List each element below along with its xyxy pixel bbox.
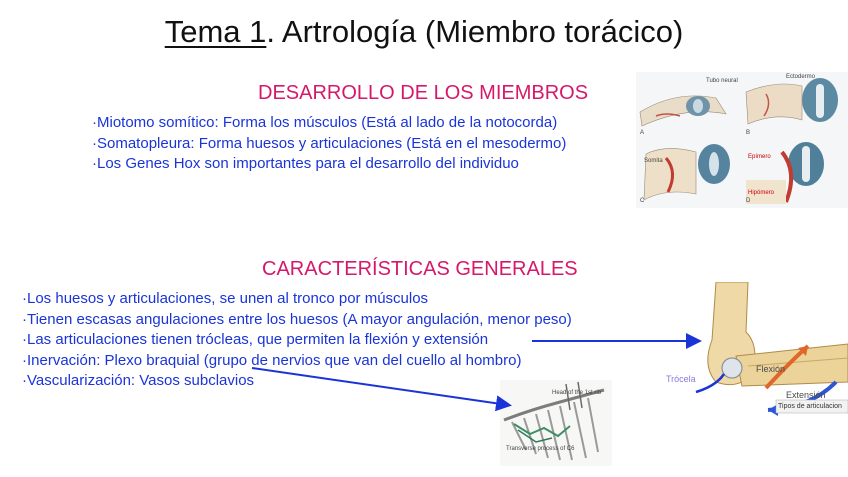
bullet-hox-genes: ·Los Genes Hox son importantes para el desarrollo del individuo bbox=[92, 155, 519, 172]
title-subject: . Artrología (Miembro torácico) bbox=[266, 14, 684, 49]
section-heading-characteristics: CARACTERÍSTICAS GENERALES bbox=[262, 258, 578, 280]
joint-label-trochlea: Trócela bbox=[666, 374, 696, 384]
skeleton-label-transverse: Transverse process of C6 bbox=[506, 446, 575, 452]
embryo-label-epimero: Epímero bbox=[748, 154, 771, 160]
section-heading-development: DESARROLLO DE LOS MIEMBROS bbox=[258, 82, 589, 104]
joint-label-flexion: Flexión bbox=[756, 364, 786, 374]
embryo-panel-b: B bbox=[746, 130, 751, 136]
embryo-label-ectodermo: Ectodermo bbox=[786, 74, 816, 80]
embryo-label-somita: Somita bbox=[644, 158, 663, 164]
bullet-vascularization: ·Vascularización: Vasos subclavios bbox=[22, 372, 255, 389]
bullet-myotome: ·Miotomo somítico: Forma los músculos (Está al lado de la notocorda) bbox=[92, 114, 558, 131]
bullet-innervation: ·Inervación: Plexo braquial (grupo de nervios que van del cuello al hombro) bbox=[22, 351, 522, 369]
bullet-somatopleure: ·Somatopleura: Forma huesos y articulaciones (Está en el mesodermo) bbox=[92, 134, 567, 152]
skeleton-label-rib: Head of the 1st rib bbox=[552, 390, 602, 396]
bullet-attachment: ·Los huesos y articulaciones, se unen al tronco por músculos bbox=[22, 290, 429, 307]
joint-caption: Tipos de articulacion bbox=[778, 403, 842, 410]
embryo-panel-c: C bbox=[640, 198, 645, 204]
title-topic: Tema 1 bbox=[164, 14, 267, 49]
joint-label-extension: Extensión bbox=[786, 390, 826, 400]
arrow-plexus-to-skeleton bbox=[252, 368, 508, 405]
embryo-label-hipomero: Hipómero bbox=[748, 190, 775, 196]
bullet-trochlea: ·Las articulaciones tienen trócleas, que permiten la flexión y extensión bbox=[22, 331, 489, 348]
embryo-panel-d: D bbox=[746, 198, 751, 204]
bullet-angulation: ·Tienen escasas angulaciones entre los huesos (A mayor angulación, menor peso) bbox=[22, 310, 572, 328]
embryo-label-tubo-neural: Tubo neural bbox=[706, 78, 738, 84]
embryo-panel-a: A bbox=[640, 130, 645, 136]
